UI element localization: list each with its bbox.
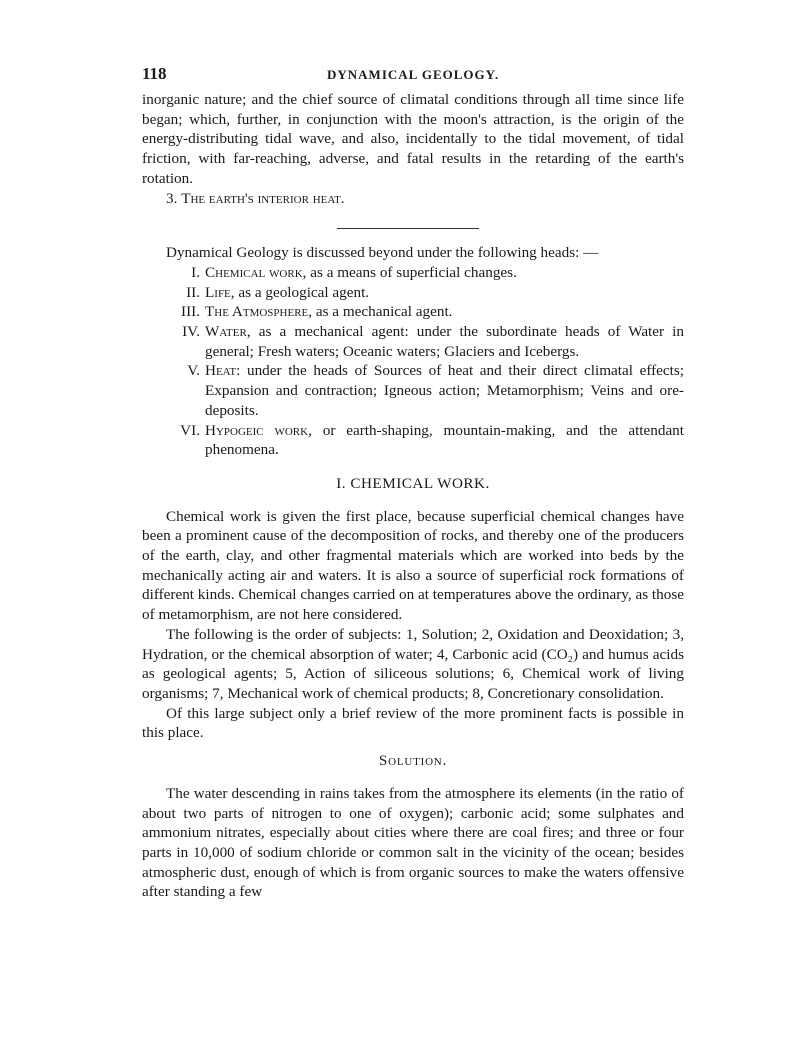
subsection-heading-solution: Solution. (378, 752, 448, 770)
chemical-work-paragraph-1: Chemical work is given the first place, because superficial chemical changes have been a prominent cause of the decomposition of rocks, and thereby one of the producers of the earth, clay, and other fragmental materials which are worked into beds by the mechanically acting air and waters. It is also a source of superficial rock formations of different kinds. Chemical changes carried on at temperatures above the ordinary, as those of metamorphism, are not here considered. (142, 507, 684, 624)
point-three-number: 3. (166, 189, 178, 207)
heads-list-item (142, 421, 684, 460)
head-text (205, 322, 684, 361)
heads-list-item (142, 361, 684, 420)
heads-list (142, 263, 684, 460)
head-text (205, 283, 684, 303)
head-title: Life, (205, 283, 235, 301)
head-description: under the heads of Sources of heat and their direct climatal effects; Expansion and contraction; Igneous action; Metamorphism; Veins and ore-deposits. (205, 362, 684, 419)
running-head: DYNAMICAL GEOLOGY. (327, 67, 500, 82)
point-three-title: The earth's interior heat. (181, 189, 345, 207)
head-description: as a geological agent. (234, 283, 370, 301)
head-description: as a mechanical agent. (312, 303, 453, 321)
chemical-work-paragraph-2: The following is the order of subjects: 1, Solution; 2, Oxidation and Deoxidation; 3, Hydration, or the chemical absorption of water; 4, Carbonic acid (CO₂) and humus acids as geological agents; 5, Action of siliceous solutions; 6, Chemical work of living organisms; 7, Mechanical work of chemical products; 8, Concretionary consolidation. (142, 625, 684, 702)
head-text (205, 361, 684, 420)
opening-paragraph: inorganic nature; and the chief source of climatal conditions through all time since life began; which, further, in conjunction with the moon's attraction, is the origin of the energy-distributing tidal wave, and also, incidentally to the tidal movement, of tidal friction, with far-reaching, adverse, and fatal results in the retarding of the earth's rotation. (142, 91, 684, 187)
chemical-work-paragraph-3: Of this large subject only a brief review of the more prominent facts is possible in this place. (142, 704, 684, 742)
head-title: Heat: (205, 362, 241, 380)
head-text (205, 302, 684, 322)
head-description: as a mechanical agent: under the subordinate heads of Water in general; Fresh waters; Oceanic waters; Glaciers and Icebergs. (205, 323, 684, 360)
heads-list-item (142, 263, 684, 283)
head-numeral: V. (187, 362, 200, 380)
head-numeral: II. (186, 283, 200, 301)
head-text (205, 421, 684, 460)
head-text (205, 263, 684, 283)
section-heading-chemical-work: I. CHEMICAL WORK. (336, 474, 490, 492)
head-numeral: VI. (180, 421, 200, 439)
point-three (142, 189, 684, 209)
heads-list-item (142, 283, 684, 303)
head-numeral: IV. (182, 323, 200, 341)
page-number: 118 (142, 64, 167, 83)
heads-list-item (142, 322, 684, 361)
head-title: The Atmosphere, (205, 303, 313, 321)
book-page (142, 64, 684, 902)
heads-intro: Dynamical Geology is discussed beyond under the following heads: — (166, 244, 599, 262)
heads-list-item (142, 302, 684, 322)
head-numeral: III. (181, 303, 200, 321)
head-title: Chemical work, (205, 263, 307, 281)
section-divider (337, 228, 479, 229)
head-description: as a means of superficial changes. (306, 263, 517, 281)
head-numeral: I. (191, 263, 200, 281)
solution-paragraph: The water descending in rains takes from the atmosphere its elements (in the ratio of about two parts of nitrogen to one of oxygen); carbonic acid; some sulphates and ammonium nitrates, especially about cities where there are coal fires; and three or four parts in 10,000 of sodium chloride or common salt in the vicinity of the ocean; besides atmospheric dust, enough of which is from organic sources to make the waters offensive after standing a few (142, 784, 684, 901)
head-description: or earth-shaping, mountain-making, and the attendant phenomena. (205, 421, 684, 459)
head-title: Water, (205, 323, 251, 341)
page-header (142, 64, 684, 90)
head-title: Hypogeic work, (205, 421, 312, 439)
